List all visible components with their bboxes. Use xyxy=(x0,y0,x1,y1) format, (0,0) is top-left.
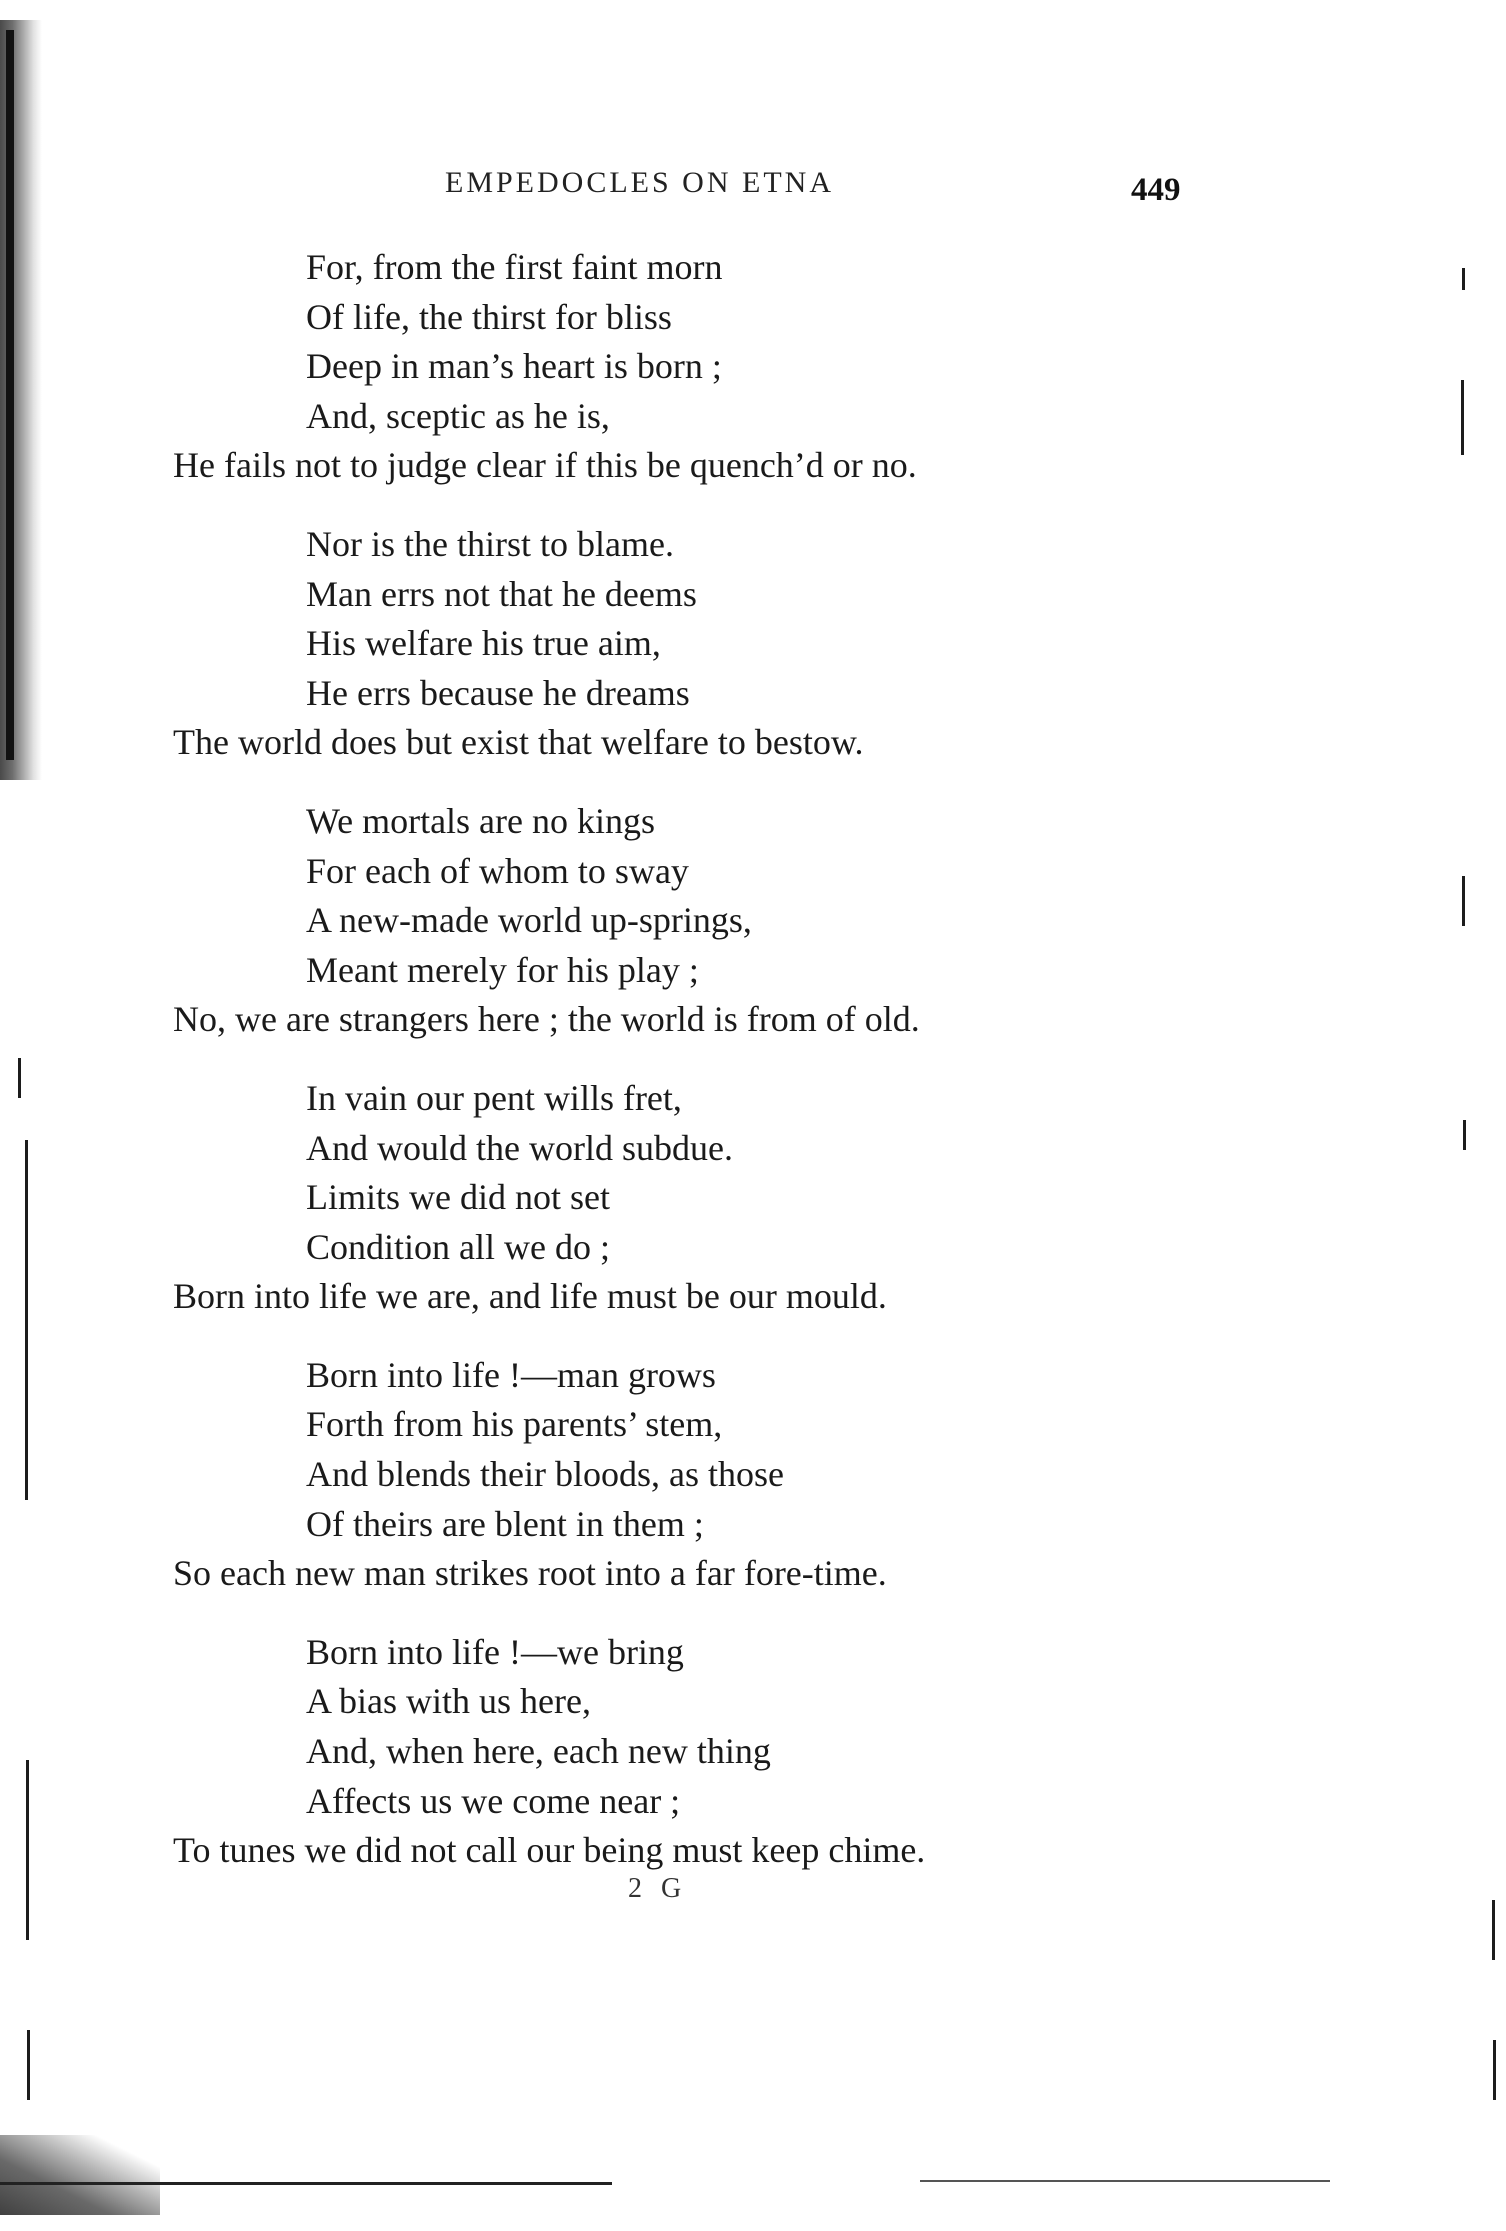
poem-line: Born into life we are, and life must be our mould. xyxy=(173,1276,887,1317)
poem-body xyxy=(173,243,1133,1905)
stanza xyxy=(173,1074,1133,1322)
scan-mark xyxy=(1492,1900,1495,1960)
poem-line: Born into life !—we bring xyxy=(306,1631,684,1672)
poem-line: His welfare his true aim, xyxy=(306,623,661,664)
scan-rule-left xyxy=(0,2182,612,2185)
poem-line: A new-made world up-springs, xyxy=(306,900,752,941)
scan-mark xyxy=(26,1760,29,1940)
poem-line: And, sceptic as he is, xyxy=(306,395,610,436)
scan-mark xyxy=(1493,2040,1496,2100)
stanza xyxy=(173,520,1133,768)
poem-line: So each new man strikes root into a far fore-time. xyxy=(173,1553,887,1594)
poem-line: Of life, the thirst for bliss xyxy=(306,296,672,337)
poem-line: Born into life !—man grows xyxy=(306,1354,716,1395)
scan-mark xyxy=(27,2030,30,2100)
page-header xyxy=(0,166,1506,206)
poem-line: And would the world subdue. xyxy=(306,1127,733,1168)
poem-line: Limits we did not set xyxy=(306,1177,610,1218)
scan-mark xyxy=(1462,876,1465,926)
poem-line: For each of whom to sway xyxy=(306,850,689,891)
poem-line: And, when here, each new thing xyxy=(306,1731,771,1772)
poem-line: Meant merely for his play ; xyxy=(306,949,699,990)
scan-smear xyxy=(0,2135,160,2215)
stanza xyxy=(173,797,1133,1045)
scan-mark xyxy=(1463,1120,1466,1150)
scan-mark xyxy=(25,1140,28,1500)
stanza xyxy=(173,243,1133,491)
poem-line: He errs because he dreams xyxy=(306,672,690,713)
scan-rule-right xyxy=(920,2180,1330,2182)
stanza xyxy=(173,1628,1133,1876)
poem-line: We mortals are no kings xyxy=(306,800,656,841)
poem-line: Nor is the thirst to blame. xyxy=(306,523,674,564)
poem-line: Deep in man’s heart is born ; xyxy=(306,346,722,387)
scan-mark xyxy=(1461,380,1464,455)
poem-line: Affects us we come near ; xyxy=(306,1780,681,1821)
signature-mark: 2 G xyxy=(628,1873,688,1904)
poem-line: In vain our pent wills fret, xyxy=(306,1077,682,1118)
scan-mark xyxy=(18,1058,21,1098)
poem-line: To tunes we did not call our being must keep chime. xyxy=(173,1830,926,1871)
scan-edge-binding xyxy=(6,30,14,760)
running-title: EMPEDOCLES ON ETNA xyxy=(445,166,834,199)
poem-line: He fails not to judge clear if this be quench’d or no. xyxy=(173,445,917,486)
poem-line: For, from the first faint morn xyxy=(306,247,723,287)
poem-line: The world does but exist that welfare to bestow. xyxy=(173,722,864,763)
poem-line: A bias with us here, xyxy=(306,1681,591,1722)
poem-line: No, we are strangers here ; the world is from of old. xyxy=(173,999,920,1040)
poem-line: Condition all we do ; xyxy=(306,1226,610,1267)
poem-line: Forth from his parents’ stem, xyxy=(306,1404,723,1445)
poem-line: Of theirs are blent in them ; xyxy=(306,1503,704,1544)
scan-mark xyxy=(1462,268,1465,290)
poem-line: And blends their bloods, as those xyxy=(306,1454,784,1495)
poem-line: Man errs not that he deems xyxy=(306,573,697,614)
page-number: 449 xyxy=(1131,172,1181,208)
stanza xyxy=(173,1351,1133,1599)
